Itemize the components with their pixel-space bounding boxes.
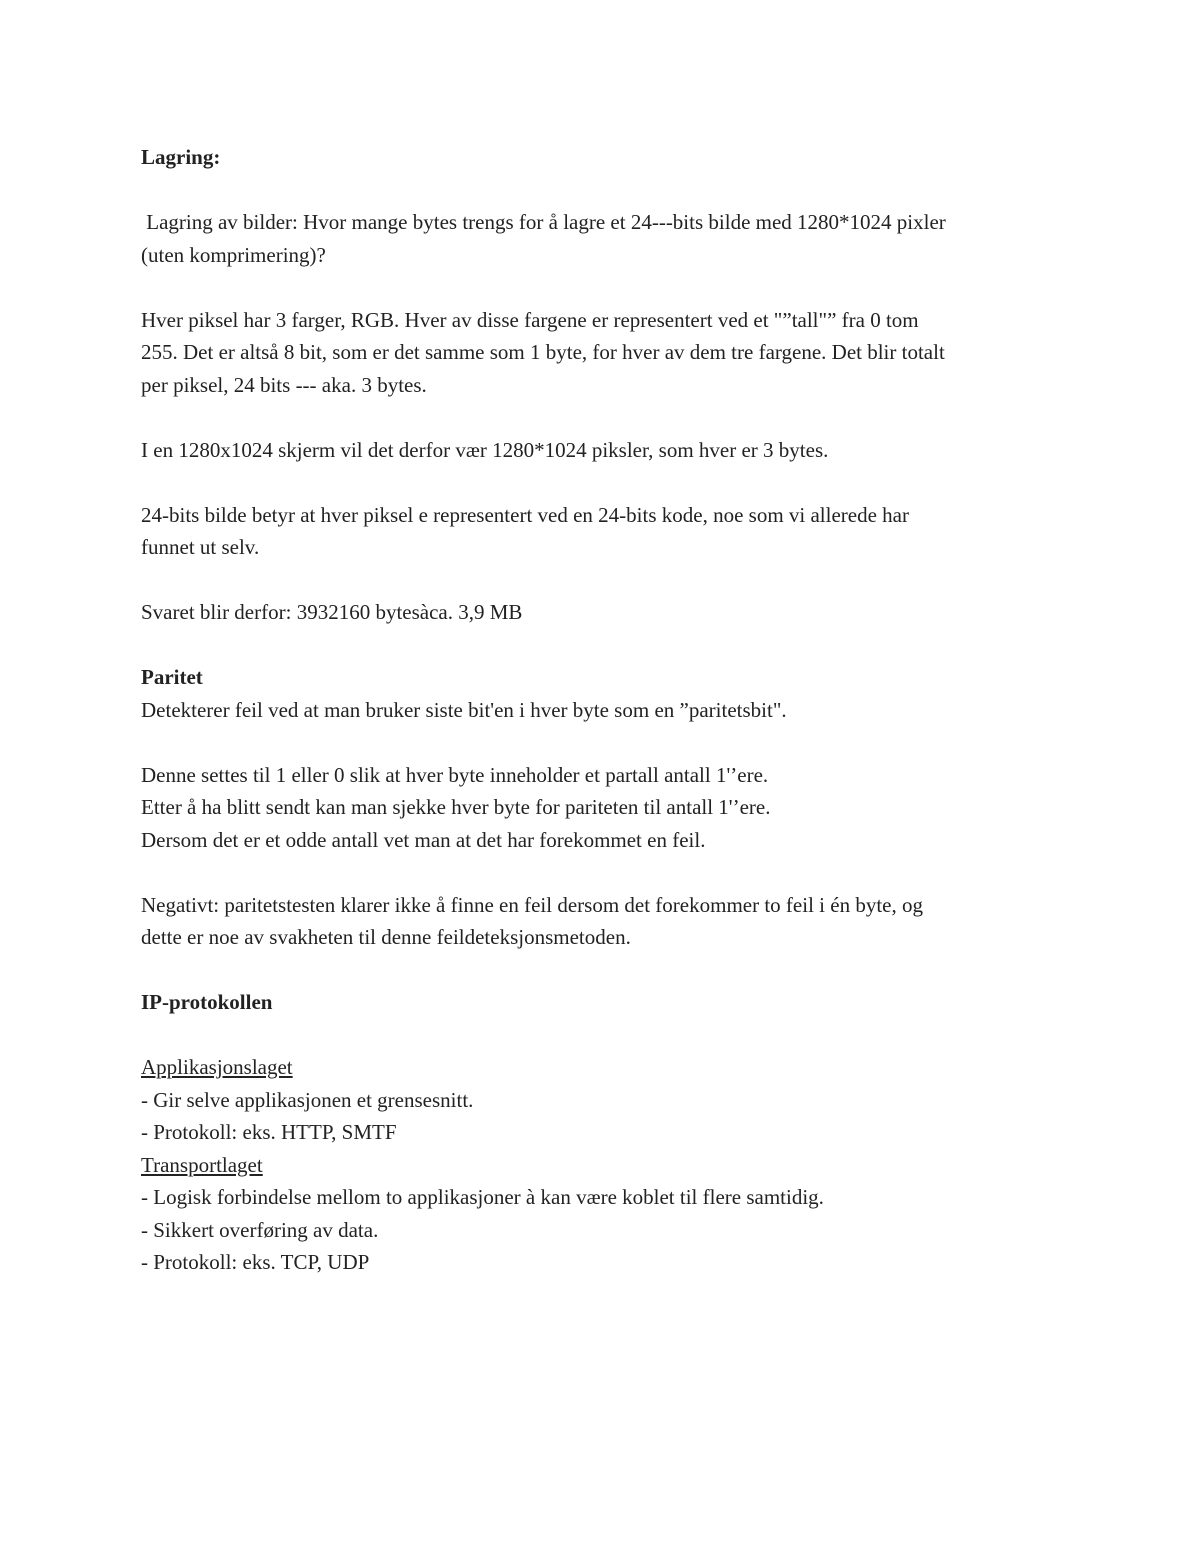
paragraph-line: funnet ut selv. xyxy=(141,535,260,559)
paragraph-line: Etter å ha blitt sendt kan man sjekke hver byte for pariteten til antall 1'’ere. xyxy=(141,795,771,819)
list-item: - Sikkert overføring av data. xyxy=(141,1217,379,1242)
paragraph-line: I en 1280x1024 skjerm vil det derfor vær 1280*1024 piksler, som hver er 3 bytes. xyxy=(141,437,829,462)
spacer xyxy=(141,564,1061,597)
subheading-transport-layer: Transportlaget xyxy=(141,1152,263,1177)
section-heading-lagring: Lagring: xyxy=(141,145,221,169)
spacer xyxy=(141,174,1061,207)
paragraph-line: per piksel, 24 bits --- aka. 3 bytes. xyxy=(141,372,427,397)
list-item: - Protokoll: eks. HTTP, SMTF xyxy=(141,1120,397,1144)
spacer xyxy=(141,629,1061,662)
spacer xyxy=(141,1019,1061,1052)
spacer xyxy=(141,954,1061,987)
paragraph-line: Hver piksel har 3 farger, RGB. Hver av disse fargene er representert ved et "”tall"” fra 0 tom xyxy=(141,307,919,332)
paragraph-line: Negativt: paritetstesten klarer ikke å finne en feil dersom det forekommer to feil i én byte, og xyxy=(141,892,923,917)
spacer xyxy=(141,466,1061,499)
paragraph-line: 255. Det er altså 8 bit, som er det samme som 1 byte, for hver av dem tre fargene. Det blir totalt xyxy=(141,340,945,364)
list-item: - Logisk forbindelse mellom to applikasjoner à kan være koblet til flere samtidig. xyxy=(141,1185,824,1209)
question-line: (uten komprimering)? xyxy=(141,242,326,267)
answer-line: Svaret blir derfor: 3932160 bytesàca. 3,9 MB xyxy=(141,600,523,624)
paragraph-line: Dersom det er et odde antall vet man at det har forekommet en feil. xyxy=(141,827,706,852)
paragraph-line: dette er noe av svakheten til denne feildeteksjonsmetoden. xyxy=(141,925,631,949)
paragraph-line: Detekterer feil ved at man bruker siste bit'en i hver byte som en ”paritetsbit". xyxy=(141,697,787,722)
list-item: - Gir selve applikasjonen et grensesnitt. xyxy=(141,1087,474,1112)
spacer xyxy=(141,271,1061,304)
list-item: - Protokoll: eks. TCP, UDP xyxy=(141,1250,370,1274)
spacer xyxy=(141,726,1061,759)
subheading-application-layer: Applikasjonslaget xyxy=(141,1055,293,1079)
spacer xyxy=(141,856,1061,889)
question-line: Lagring av bilder: Hvor mange bytes trengs for å lagre et 24---bits bilde med 1280*1024 pixler xyxy=(141,210,946,234)
document-page xyxy=(141,141,1061,1279)
spacer xyxy=(141,401,1061,434)
section-heading-ip: IP-protokollen xyxy=(141,990,273,1014)
paragraph-line: Denne settes til 1 eller 0 slik at hver byte inneholder et partall antall 1'’ere. xyxy=(141,762,769,787)
section-heading-paritet: Paritet xyxy=(141,665,203,689)
paragraph-line: 24-bits bilde betyr at hver piksel e representert ved en 24-bits kode, noe som vi allerede har xyxy=(141,502,909,527)
